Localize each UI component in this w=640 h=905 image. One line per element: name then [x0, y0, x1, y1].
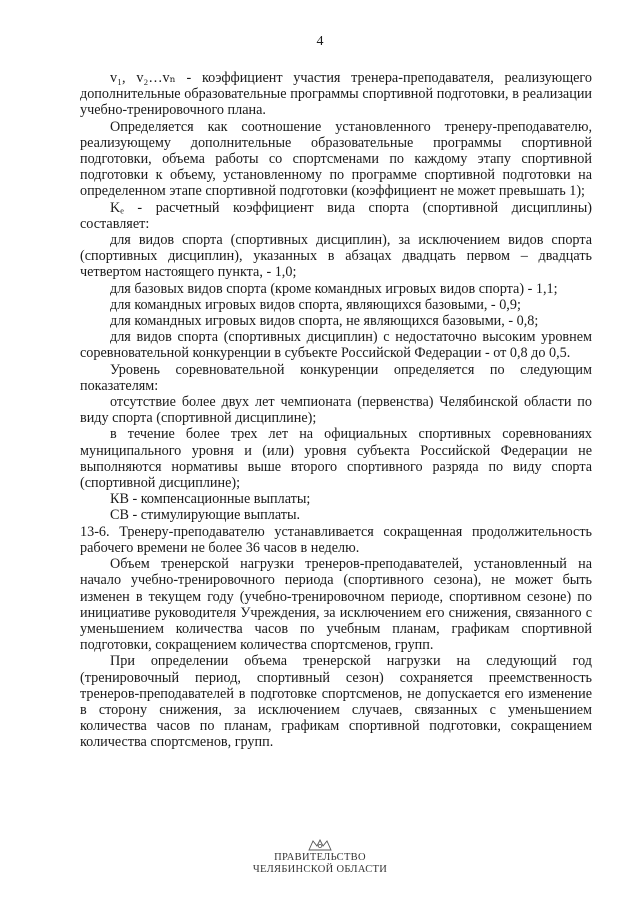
paragraph-sv: СВ - стимулирующие выплаты. — [110, 507, 301, 524]
stamp-line-region: ЧЕЛЯБИНСКОЙ ОБЛАСТИ — [252, 864, 388, 875]
stamp-line-government: ПРАВИТЕЛЬСТВО — [274, 852, 366, 863]
paragraph-rate-team-basic: для командных игровых видов спорта, являющихся базовыми, - 0,9; — [110, 296, 521, 313]
paragraph-rate-default: для видов спорта (спортивных дисциплин), за исключением видов спорта (спортивных дисциплин), указанных в абзацах двадцать первом – двадцать четвертом настоящего пункта, - 1,0; — [80, 232, 592, 281]
document-body — [80, 70, 592, 751]
paragraph-coefficient-v: v₁, v₂…vₙ - коэффициент участия тренера-преподавателя, реализующего дополнительные образовательные программы спортивной подготовки, в реализации учебно-тренировочного плана. — [80, 70, 592, 119]
coat-of-arms-icon — [303, 838, 337, 852]
paragraph-coefficient-k: Kₑ - расчетный коэффициент вида спорта (спортивной дисциплины) составляет: — [80, 199, 592, 232]
paragraph-rate-team-nonbasic: для командных игровых видов спорта, не являющихся базовыми, - 0,8; — [110, 313, 539, 330]
paragraph-workload-volume: Объем тренерской нагрузки тренеров-преподавателей, установленный на начало учебно-тренировочного периода (спортивного сезона), не может быть изменен в текущем году (учебно-тренировочном периоде, спортивном сезоне) по инициативе руководителя Учреждения, за исключением его снижения, связанного с уменьшением количества часов по учебным планам, графикам спортивной подготовки, сокращением количества спортсменов, групп. — [80, 556, 592, 654]
page-number: 4 — [316, 34, 324, 49]
paragraph-definition: Определяется как соотношение установленного тренеру-преподавателю, реализующему дополнительные образовательные программы спортивной подготовки, объема работы со спортсменами по каждому этапу спортивной подготовки к объему, установленному по программе спортивной подготовки на определенном этапе спортивной подготовки (коэффициент не может превышать 1); — [80, 118, 592, 200]
paragraph-workload-next-year: При определении объема тренерской нагрузки на следующий год (тренировочный период, спортивный сезон) сохраняется преемственность тренеров-преподавателей в подготовке спортсменов, не допускается его изменение в сторону снижения, за исключением случаев, связанных с уменьшением количества часов по планам, графикам спортивной подготовки, сокращением количества спортсменов, групп. — [80, 653, 592, 751]
paragraph-kv: КВ - компенсационные выплаты; — [110, 491, 311, 508]
paragraph-competition-level: Уровень соревновательной конкуренции определяется по следующим показателям: — [80, 361, 592, 394]
paragraph-indicator-championship: отсутствие более двух лет чемпионата (первенства) Челябинской области по виду спорта (спортивной дисциплине); — [80, 394, 592, 427]
paragraph-indicator-standards: в течение более трех лет на официальных спортивных соревнованиях муниципального уровня и (или) уровня субъекта Российской Федерации не выполняются нормативы выше второго спортивного разряда по виду спорта (спортивной дисциплине); — [80, 426, 592, 492]
paragraph-rate-low-competition: для видов спорта (спортивных дисциплин) с недостаточно высоким уровнем соревновательной конкуренции в субъекте Российской Федерации - от 0,8 до 0,5. — [80, 329, 592, 362]
government-stamp — [0, 838, 640, 876]
paragraph-clause-13-6: 13-6. Тренеру-преподавателю устанавливается сокращенная продолжительность рабочего времени не более 36 часов в неделю. — [80, 523, 592, 556]
paragraph-rate-basic: для базовых видов спорта (кроме командных игровых видов спорта) - 1,1; — [110, 280, 558, 297]
